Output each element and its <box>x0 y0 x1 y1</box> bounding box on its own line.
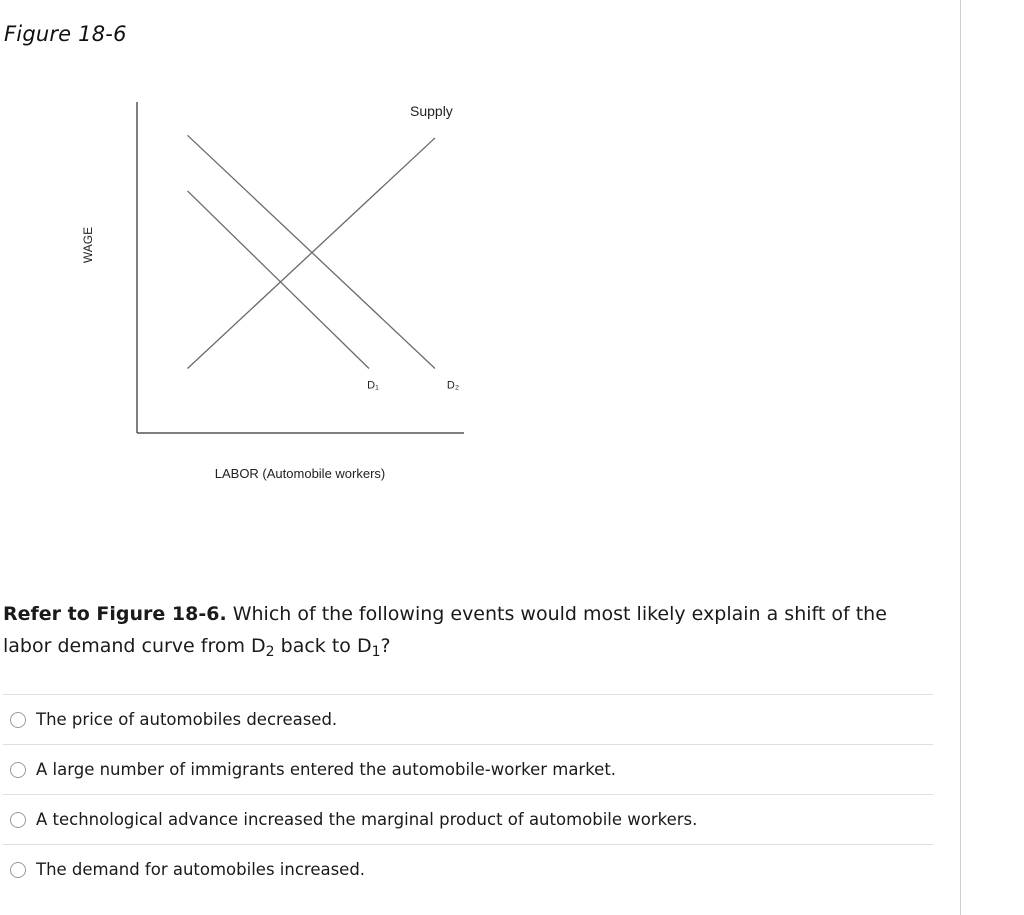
radio-button[interactable] <box>10 762 26 778</box>
question-text-a: Which of the following events would most likely explain a shift of the labor demand curve from D <box>3 603 887 657</box>
answer-option-label: The demand for automobiles increased. <box>36 860 366 879</box>
answer-option-label: The price of automobiles decreased. <box>36 710 338 729</box>
chart-svg <box>60 90 480 490</box>
question-text <box>3 598 933 668</box>
radio-button[interactable] <box>10 812 26 828</box>
figure-title: Figure 18-6 <box>4 22 127 46</box>
answer-option-label: A technological advance increased the marginal product of automobile workers. <box>36 810 698 829</box>
question-sub-b: 1 <box>371 644 381 660</box>
series-line-d1 <box>188 191 370 369</box>
answer-option[interactable] <box>3 694 933 744</box>
y-axis-label: WAGE <box>81 226 95 264</box>
series-label-supply: Supply <box>410 102 453 119</box>
answer-option[interactable] <box>3 794 933 844</box>
question-sub-a: 2 <box>265 644 275 660</box>
answer-option[interactable] <box>3 844 933 894</box>
radio-button[interactable] <box>10 712 26 728</box>
answer-option-label: A large number of immigrants entered the automobile-worker market. <box>36 760 617 779</box>
series-label-d2: D₂ <box>446 379 460 392</box>
answer-options <box>3 694 933 894</box>
page-divider <box>960 0 961 915</box>
question-reference: Refer to Figure 18-6. <box>3 603 227 625</box>
radio-button[interactable] <box>10 862 26 878</box>
question-text-c: ? <box>380 635 391 657</box>
labor-market-chart <box>60 90 480 495</box>
question-text-b: back to D <box>274 635 372 657</box>
x-axis-label: LABOR (Automobile workers) <box>214 466 386 481</box>
series-layer <box>188 103 460 392</box>
series-label-d1: D₁ <box>367 379 379 392</box>
answer-option[interactable] <box>3 744 933 794</box>
